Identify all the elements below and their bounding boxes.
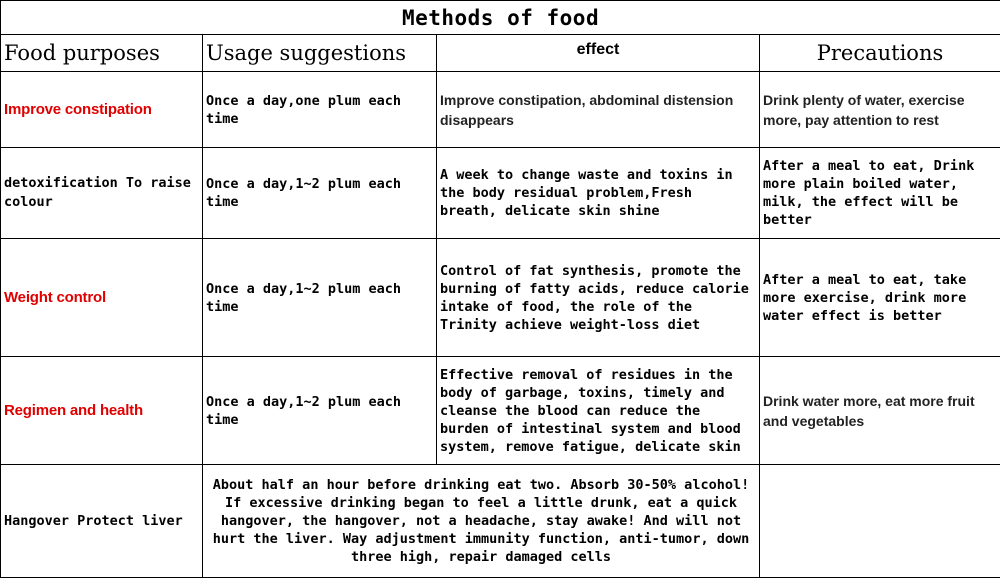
row-effect: Control of fat synthesis, promote the burning of fatty acids, reduce calorie intake of food, the role of the Trinity achieve weight-loss diet xyxy=(437,239,760,357)
row-purpose: detoxification To raise colour xyxy=(1,148,203,239)
row-usage: Once a day,1~2 plum each time xyxy=(203,148,437,239)
row-purpose: Weight control xyxy=(1,239,203,357)
row-precautions: After a meal to eat, take more exercise, drink more water effect is better xyxy=(760,239,1000,357)
header-precautions: Precautions xyxy=(760,35,1000,72)
header-usage-suggestions: Usage suggestions xyxy=(203,35,437,72)
row-purpose: Improve constipation xyxy=(1,72,203,148)
row-purpose: Hangover Protect liver xyxy=(1,465,203,578)
table-row xyxy=(1,465,1000,578)
row-precautions: Drink water more, eat more fruit and vegetables xyxy=(760,357,1000,465)
table-row xyxy=(1,148,1000,239)
table-row xyxy=(1,239,1000,357)
row-effect: Effective removal of residues in the body of garbage, toxins, timely and cleanse the blood can reduce the burden of intestinal system and blood system, remove fatigue, delicate skin xyxy=(437,357,760,465)
row-purpose: Regimen and health xyxy=(1,357,203,465)
row-usage: Once a day,one plum each time xyxy=(203,72,437,148)
row-usage: Once a day,1~2 plum each time xyxy=(203,239,437,357)
row-effect: A week to change waste and toxins in the body residual problem,Fresh breath, delicate skin shine xyxy=(437,148,760,239)
header-food-purposes: Food purposes xyxy=(1,35,203,72)
header-row xyxy=(1,35,1000,72)
table-row xyxy=(1,357,1000,465)
header-effect: effect xyxy=(437,35,760,72)
row-precautions: After a meal to eat, Drink more plain boiled water, milk, the effect will be better xyxy=(760,148,1000,239)
title-row xyxy=(1,1,1000,35)
row-precautions xyxy=(760,465,1000,578)
row-precautions: Drink plenty of water, exercise more, pay attention to rest xyxy=(760,72,1000,148)
row-effect: Improve constipation, abdominal distension disappears xyxy=(437,72,760,148)
row-usage: Once a day,1~2 plum each time xyxy=(203,357,437,465)
table-row xyxy=(1,72,1000,148)
table-title: Methods of food xyxy=(1,1,1000,35)
row-merged-description: About half an hour before drinking eat two. Absorb 30-50% alcohol! If excessive drinking began to feel a little drunk, eat a quick hangover, the hangover, not a headache, stay awake! And will not hurt the liver. Way adjustment immunity function, anti-tumor, down three high, repair damaged cells xyxy=(203,465,760,578)
